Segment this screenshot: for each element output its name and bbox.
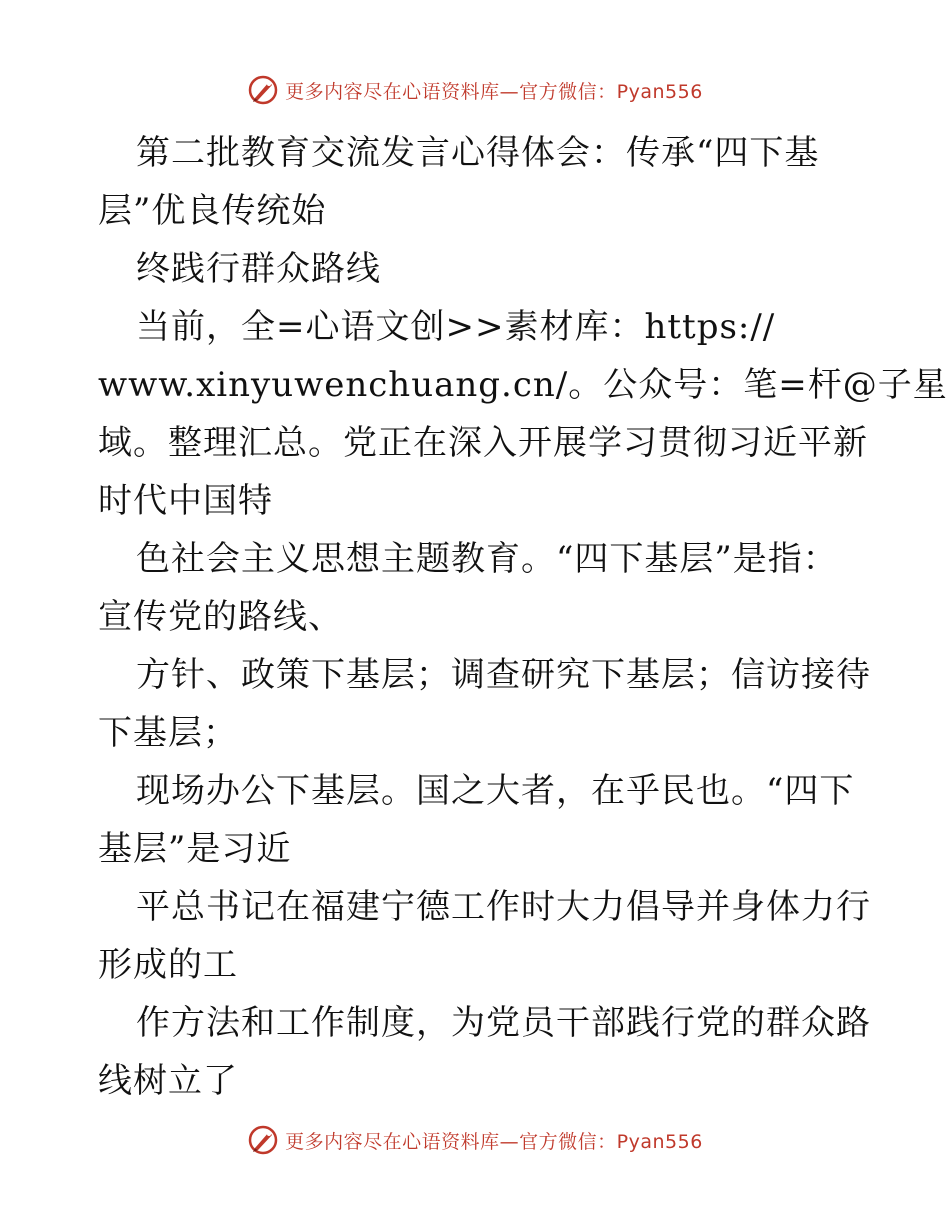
text-line: 作方法和工作制度，为党员干部践行党的群众路 [136,1003,871,1043]
text-line: 域。整理汇总。党正在深入开展学习贯彻习近平新 [98,423,868,463]
text-line: 线树立了 [98,1061,238,1101]
quill-pen-logo-icon [247,74,279,106]
text-line: 现场办公下基层。国之大者，在乎民也。“四下 [136,771,855,811]
text-line: 色社会主义思想主题教育。“四下基层”是指： [136,539,838,579]
quill-pen-logo-icon [247,1124,279,1156]
text-line: 第二批教育交流发言心得体会：传承“四下基 [136,133,820,173]
text-line: 终践行群众路线 [136,249,381,289]
text-line: 平总书记在福建宁德工作时大力倡导并身体力行 [136,887,871,927]
document-body [98,124,948,1110]
text-line: 形成的工 [98,945,238,985]
text-line: 方针、政策下基层；调查研究下基层；信访接待 [136,655,871,695]
text-line: 下基层； [98,713,238,753]
text-line: 宣传党的路线、 [98,597,343,637]
banner-text: 更多内容尽在心语资料库—官方微信：Pyan556 [285,1130,703,1153]
header-banner [0,70,950,110]
text-line: www.xinyuwenchuang.cn/。公众号：笔=杆@子星 [98,365,948,405]
text-line: 层”优良传统始 [98,191,327,231]
text-line: 当前，全=心语文创>>素材库：https:// [136,307,776,347]
text-line: 基层”是习近 [98,829,292,869]
banner-text: 更多内容尽在心语资料库—官方微信：Pyan556 [285,80,703,103]
text-line: 时代中国特 [98,481,273,521]
footer-banner [0,1120,950,1160]
